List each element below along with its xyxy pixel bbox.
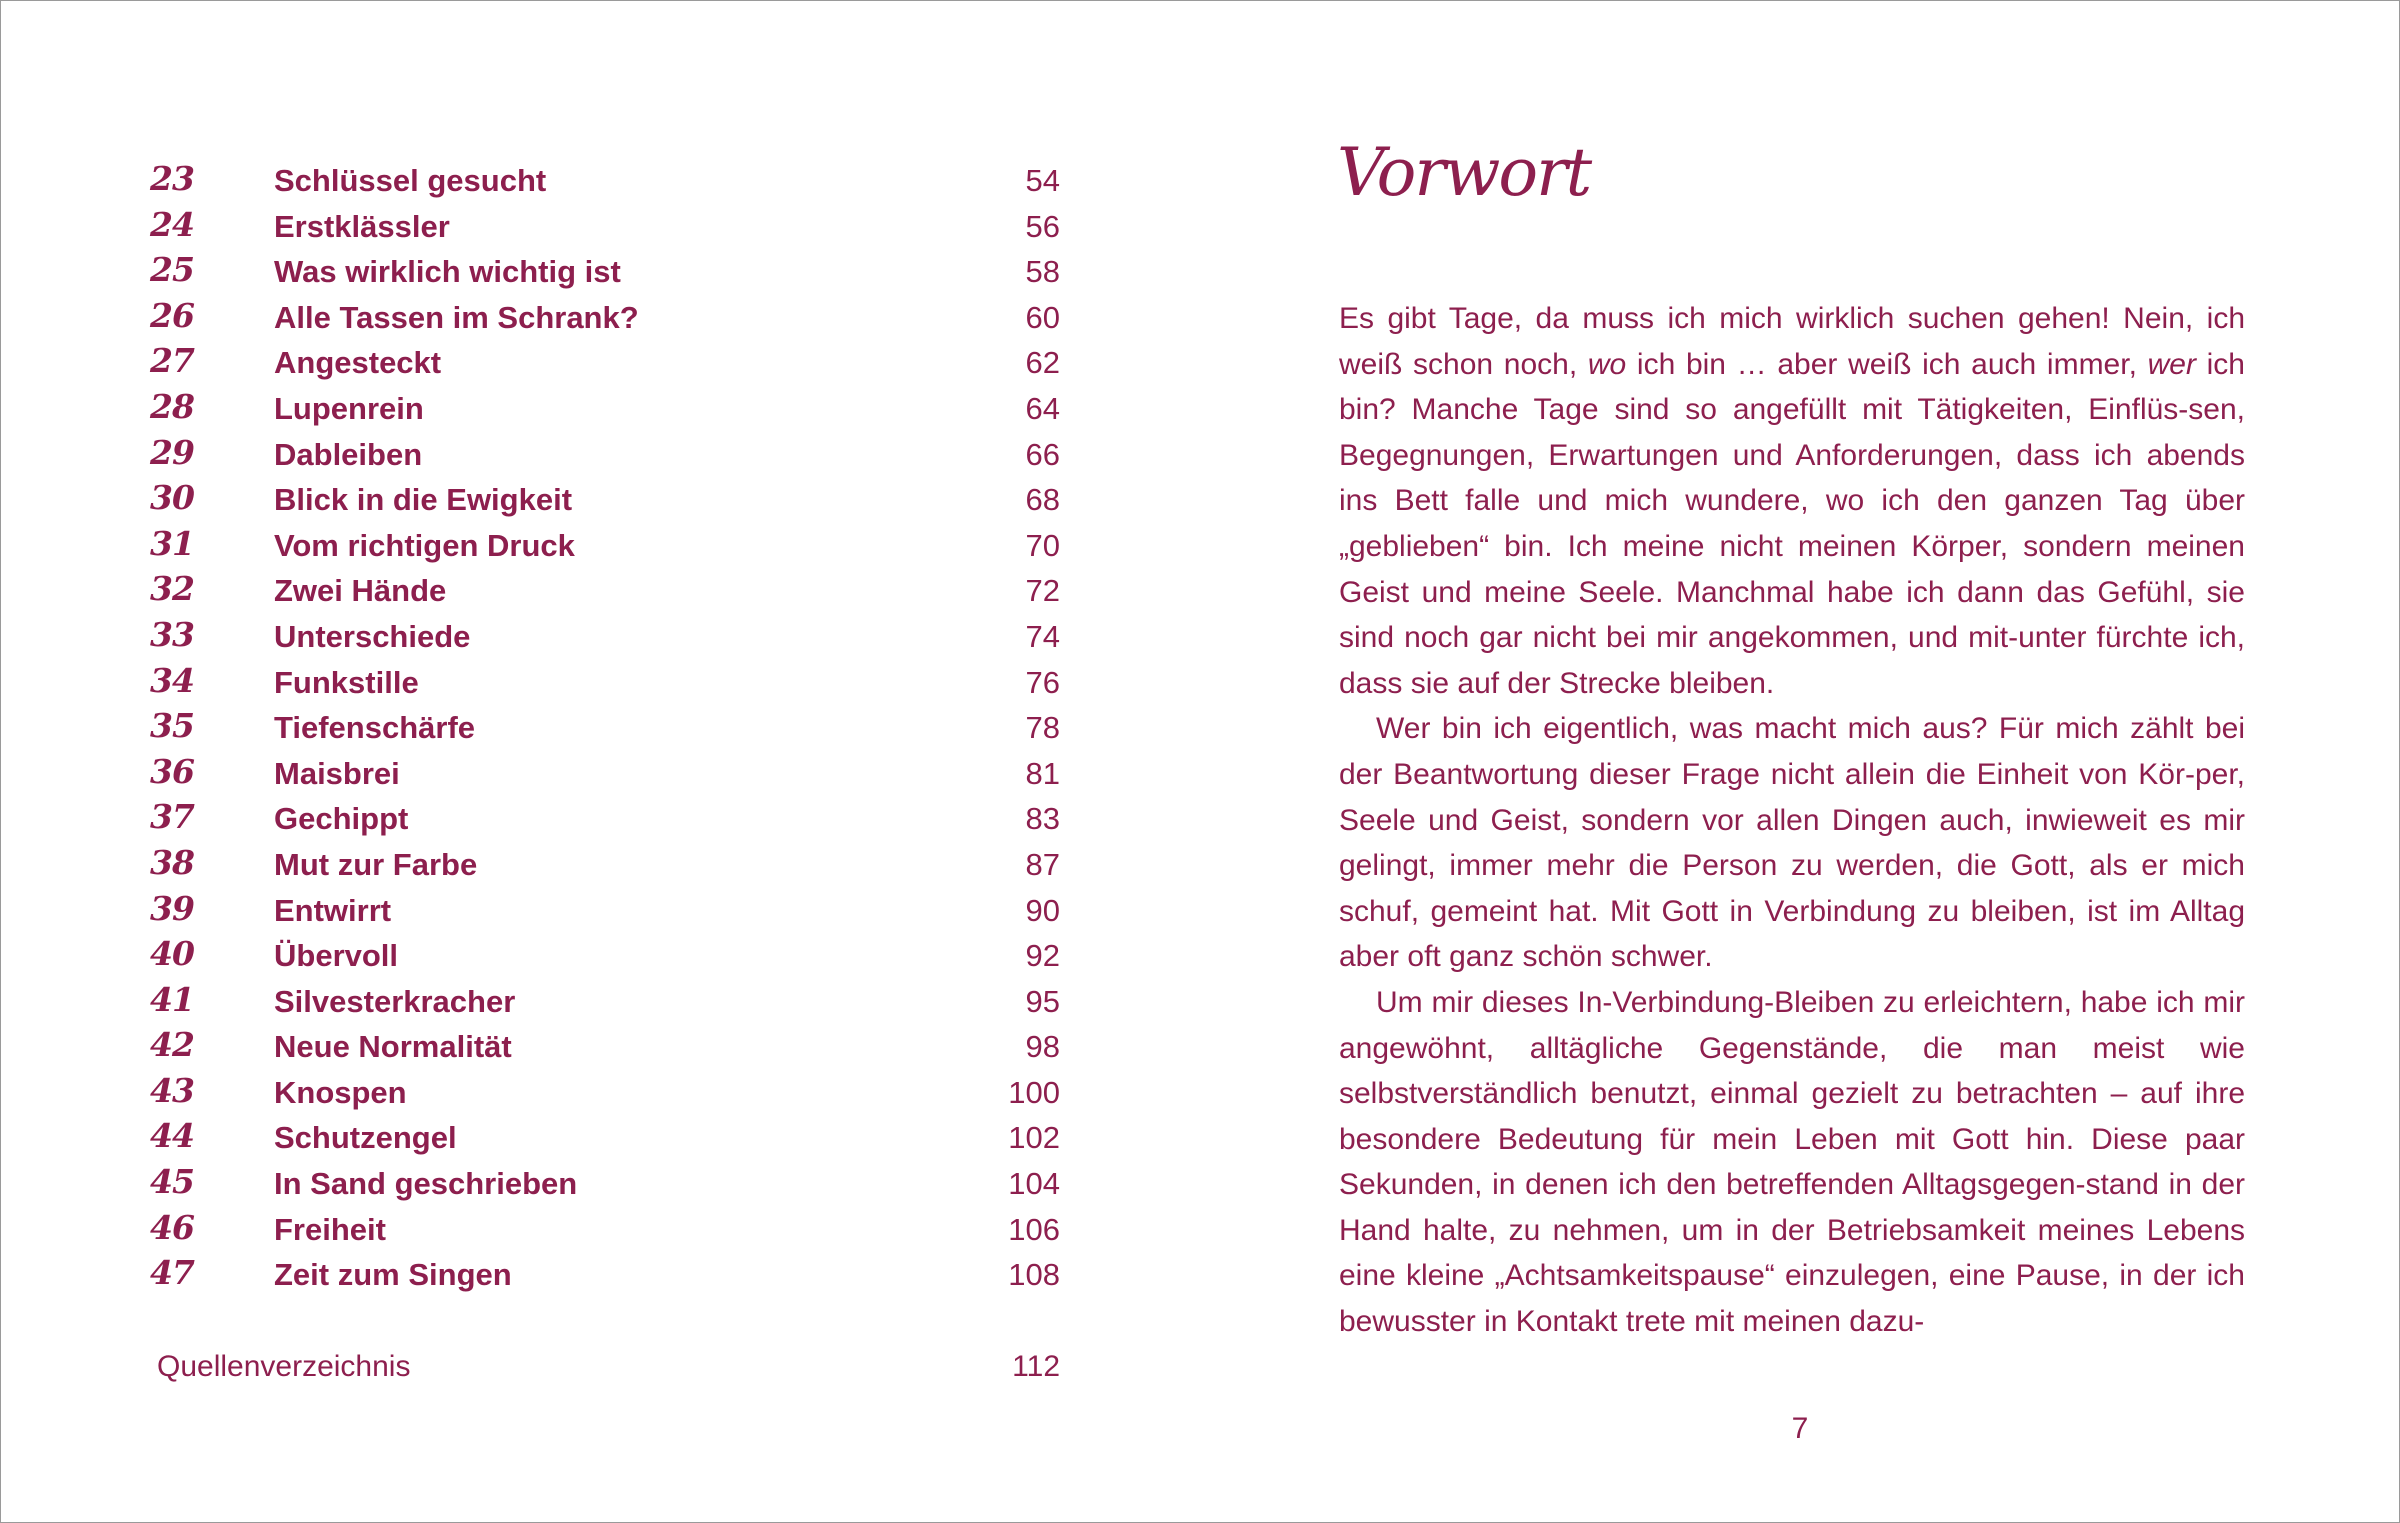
foreword-paragraph (1339, 296, 2245, 706)
toc-entry-page: 90 (1025, 892, 1060, 928)
toc-entry-number: 31 (150, 523, 194, 563)
toc-entry-title: Dableiben (274, 436, 423, 472)
toc-entry (150, 1024, 1060, 1070)
toc-entry-number: 25 (150, 250, 194, 290)
toc-entry-title: Tiefenschärfe (274, 710, 476, 746)
toc-entry-number: 26 (150, 295, 194, 335)
toc-entry (150, 204, 1060, 250)
toc-entry (150, 751, 1060, 797)
toc-entry (150, 568, 1060, 614)
toc-entry-page: 70 (1025, 527, 1060, 563)
toc-sources-page: 112 (1012, 1350, 1060, 1383)
toc-entry (150, 979, 1060, 1025)
toc-entry-title: Erstklässler (274, 208, 450, 244)
toc-entry-number: 46 (150, 1207, 194, 1247)
toc-entry (150, 249, 1060, 295)
toc-sources-title: Quellenverzeichnis (157, 1350, 411, 1383)
paragraph-text: Wer bin ich eigentlich, was macht mich aus? Für mich zählt bei der Beantwortung dieser Frage nicht allein die Einheit von Kör-​per, Seele und Geist, sondern vor allen Dingen auch, inwieweit es mir gelingt, immer mehr die Person zu werden, die Gott, als er mich schuf, gemeint hat. Mit Gott in Verbindung zu bleiben, ist im Alltag aber oft ganz schön schwer. (1339, 712, 2245, 974)
toc-entry-number: 38 (150, 842, 194, 882)
toc-entry-number: 30 (150, 478, 194, 518)
toc-entry-title: Übervoll (274, 938, 399, 974)
emphasized-text: wer (2147, 347, 2196, 381)
chapter-heading: Vorwort (1337, 134, 1591, 211)
toc-entry-number: 45 (150, 1162, 194, 1202)
toc-entry-title: Knospen (274, 1074, 407, 1110)
toc-entry (150, 386, 1060, 432)
toc-entry-title: Alle Tassen im Schrank? (274, 299, 639, 335)
toc-entry (150, 842, 1060, 888)
toc-entry-title: Funkstille (274, 664, 419, 700)
toc-entry (150, 1252, 1060, 1298)
toc-entry-page: 102 (1008, 1120, 1060, 1156)
toc-entry-page: 106 (1008, 1211, 1060, 1247)
toc-entry-title: Entwirrt (274, 892, 392, 928)
toc-entry-title: Unterschiede (274, 618, 471, 654)
toc-entry-page: 72 (1025, 573, 1060, 609)
toc-entry-page: 60 (1025, 299, 1060, 335)
paragraph-text: Um mir dieses In-Verbindung-Bleiben zu erleichtern, habe ich mir angewöhnt, alltägliche Gegenstände, die man meist wie selbstverständlich benutzt, einmal gezielt zu betrachten – auf ihre besondere Bedeutung für mein Leben mit Gott hin. Diese paar Sekunden, in denen ich den betreffenden Alltagsgegen-​stand in der Hand halte, zu nehmen, um in der Betriebsamkeit meines Lebens eine kleine „Achtsamkeitspause“ einzulegen, eine Pause, in der ich bewusster in Kontakt trete mit meinen dazu- (1339, 985, 2245, 1339)
toc-entry (150, 796, 1060, 842)
toc-entry-page: 83 (1025, 801, 1060, 837)
toc-entry-page: 100 (1008, 1074, 1060, 1110)
toc-entry-number: 23 (150, 159, 194, 198)
toc-entry-number: 43 (150, 1070, 194, 1110)
toc-entry (150, 1115, 1060, 1161)
toc-entry-title: In Sand geschrieben (274, 1166, 578, 1202)
table-of-contents (150, 158, 1060, 1298)
toc-entry-page: 58 (1025, 254, 1060, 290)
toc-entry-page: 66 (1025, 436, 1060, 472)
toc-entry-page: 64 (1025, 390, 1060, 426)
toc-entry-title: Zwei Hände (274, 573, 447, 609)
toc-entry (150, 1207, 1060, 1253)
toc-entry-number: 44 (150, 1116, 194, 1156)
foreword-body (1339, 296, 2245, 1345)
toc-entry (150, 614, 1060, 660)
toc-entry-number: 40 (150, 934, 194, 974)
toc-entry (150, 660, 1060, 706)
toc-entry (150, 340, 1060, 386)
toc-entry-title: Zeit zum Singen (274, 1257, 512, 1293)
toc-entry-number: 24 (150, 204, 194, 244)
toc-entry (150, 1070, 1060, 1116)
toc-entry-page: 92 (1025, 938, 1060, 974)
toc-entry-title: Silvesterkracher (274, 983, 516, 1019)
toc-entry (150, 705, 1060, 751)
toc-entry-number: 36 (150, 751, 194, 791)
toc-entry-title: Schutzengel (274, 1120, 457, 1156)
toc-entry-page: 98 (1025, 1029, 1060, 1065)
toc-entry-page: 62 (1025, 345, 1060, 381)
toc-entry-number: 34 (150, 660, 194, 700)
paragraph-text: ich bin? Manche Tage sind so angefüllt mit Tätigkeiten, Einflüs-​sen, Begegnungen, Erwartungen und Anforderungen, dass ich abends ins Bett falle und mich wundere, wo ich den ganzen Tag über „geblieben“ bin. Ich meine nicht meinen Körper, sondern meinen Geist und meine Seele. Manchmal habe ich dann das Gefühl, sie sind noch gar nicht bei mir angekommen, und mit-​unter fürchte ich, dass sie auf der Strecke bleiben. (1339, 347, 2245, 700)
toc-entry-page: 87 (1025, 846, 1060, 882)
toc-entry (150, 295, 1060, 341)
toc-entry-page: 81 (1025, 755, 1060, 791)
toc-entry-number: 29 (150, 432, 194, 472)
toc-entry-number: 35 (150, 706, 194, 746)
toc-entry-title: Gechippt (274, 801, 409, 837)
toc-entry-page: 68 (1025, 482, 1060, 518)
toc-entry-title: Schlüssel gesucht (274, 163, 547, 198)
toc-entry-page: 56 (1025, 208, 1060, 244)
toc-entry-title: Maisbrei (274, 755, 400, 791)
toc-entry-title: Lupenrein (274, 390, 424, 426)
foreword-paragraph (1339, 706, 2245, 980)
toc-entry-title: Blick in die Ewigkeit (274, 482, 573, 518)
toc-entry (150, 888, 1060, 934)
toc-entry (150, 432, 1060, 478)
page-number: 7 (1791, 1412, 1809, 1445)
toc-entry-sources (157, 1344, 1060, 1390)
toc-entry-number: 32 (150, 569, 194, 609)
toc-entry-title: Angesteckt (274, 345, 442, 381)
toc-entry-title: Was wirklich wichtig ist (274, 254, 621, 290)
toc-entry-number: 41 (150, 979, 194, 1019)
toc-entry (150, 158, 1060, 204)
toc-entry (150, 477, 1060, 523)
toc-entry-title: Neue Normalität (274, 1029, 512, 1065)
toc-entry (150, 1161, 1060, 1207)
toc-entry-page: 78 (1025, 710, 1060, 746)
toc-entry-page: 74 (1025, 618, 1060, 654)
toc-entry-number: 42 (150, 1025, 194, 1065)
toc-entry-title: Mut zur Farbe (274, 846, 478, 882)
foreword-paragraph (1339, 980, 2245, 1345)
toc-entry-number: 33 (150, 614, 194, 654)
toc-entry-number: 47 (150, 1253, 194, 1293)
toc-entry (150, 523, 1060, 569)
toc-entry-number: 37 (150, 797, 194, 837)
paragraph-text: Es gibt Tage, da muss ich mich wirklich suchen gehen! Nein, ich weiß schon noch, (1339, 302, 2245, 381)
toc-entry-page: 108 (1008, 1257, 1060, 1293)
toc-entry-number: 39 (150, 888, 194, 928)
toc-entry-title: Vom richtigen Druck (274, 527, 575, 563)
paragraph-text: ich bin … aber weiß ich auch immer, (1626, 347, 2148, 381)
toc-entry-number: 27 (150, 341, 194, 381)
toc-entry-number: 28 (150, 386, 194, 426)
emphasized-text: wo (1587, 347, 1627, 381)
toc-entry-title: Freiheit (274, 1211, 386, 1247)
toc-entry-page: 95 (1025, 983, 1060, 1019)
toc-entry-page: 54 (1025, 163, 1060, 198)
toc-entry-page: 76 (1025, 664, 1060, 700)
toc-entry-page: 104 (1008, 1166, 1060, 1202)
toc-entry (150, 933, 1060, 979)
